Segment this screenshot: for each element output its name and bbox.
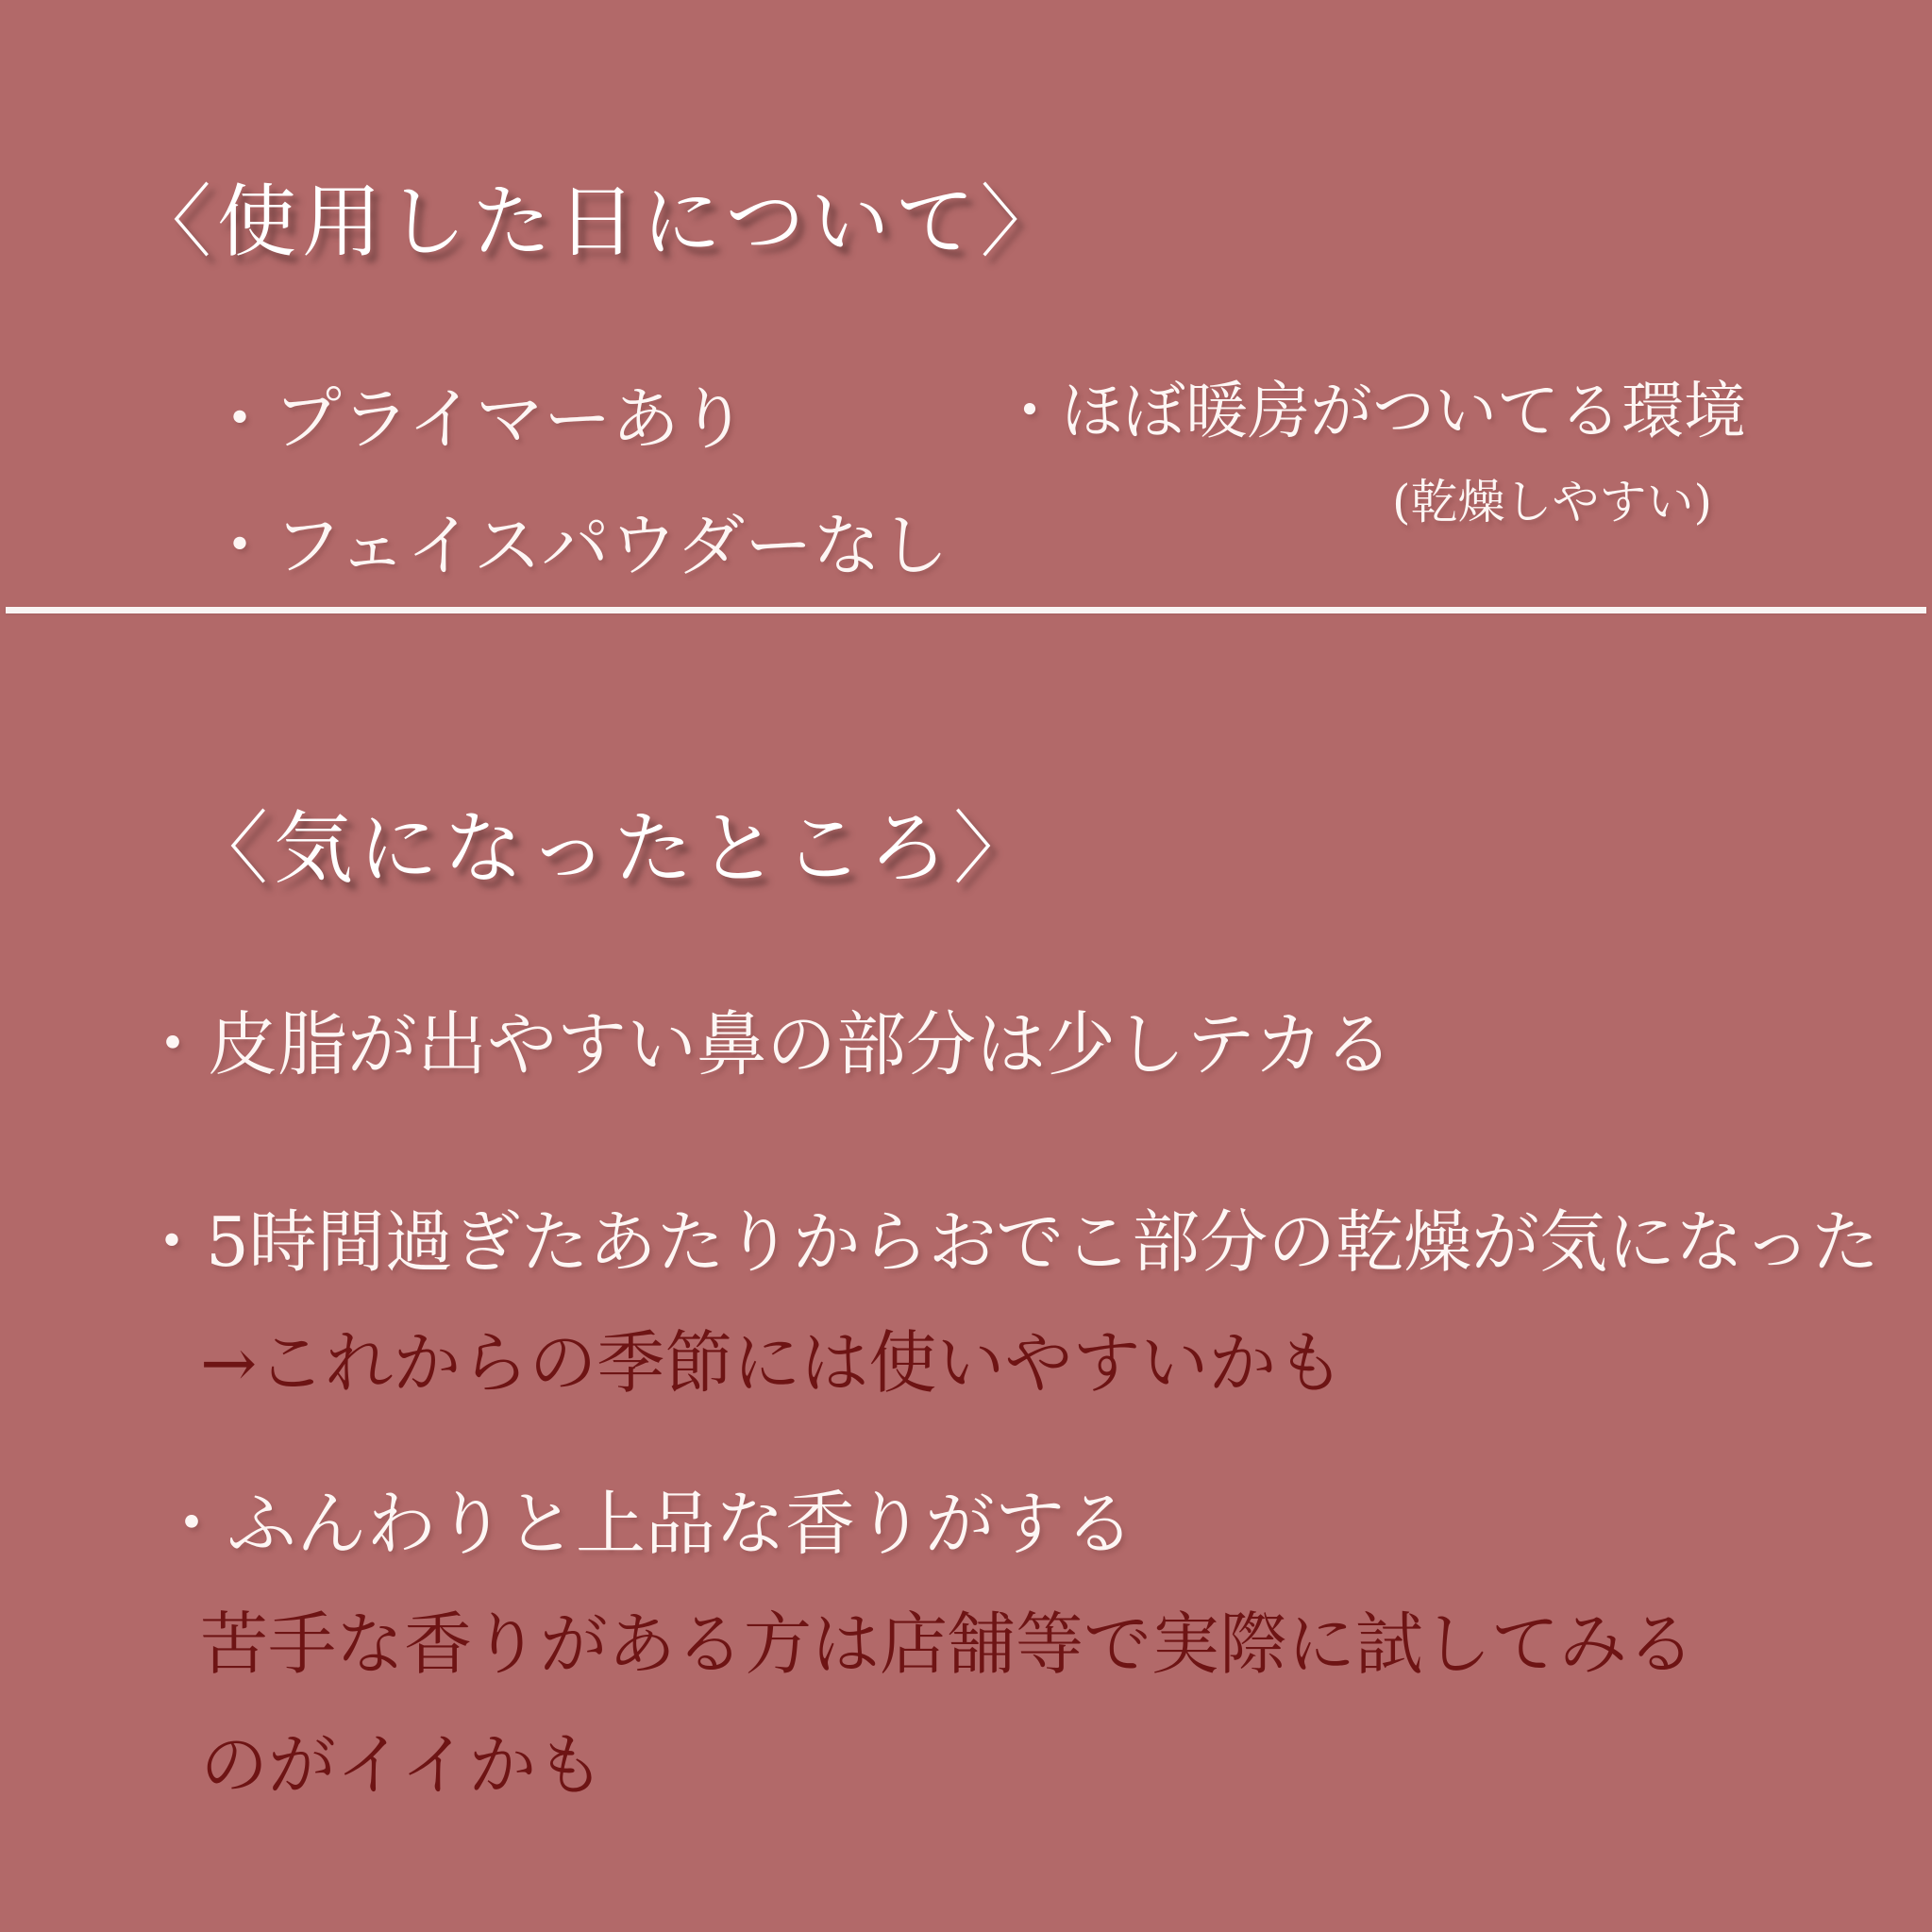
concern-note-scent-line1: 苦手な香りがある方は店舗等で実際に試してみる (200, 1604, 1696, 1684)
divider-line (6, 607, 1926, 613)
concern-bullet-elegant-scent: ・ふんわりと上品な香りがする (157, 1484, 1134, 1565)
usage-bullet-face-powder: ・フェイスパウダーなし (206, 506, 949, 585)
usage-bullet-primer: ・プライマーあり (206, 379, 748, 459)
usage-bullet-heating-environment: ・ほぼ暖房がついてる環境 (999, 375, 1746, 447)
concern-bullet-forehead-dryness: ・5時間過ぎたあたりからおでこ部分の乾燥が気になった (138, 1202, 1880, 1282)
concerns-section-heading: 〈気になったところ〉 (189, 802, 1039, 895)
concern-note-scent-line2: のがイイかも (200, 1725, 605, 1805)
usage-note-dries-easily: (乾燥しやすい) (1392, 475, 1713, 529)
usage-section-heading: 〈使用した日について〉 (132, 176, 1066, 268)
concern-bullet-sebum-shine: ・皮脂が出やすい鼻の部分は少しテカる (138, 1004, 1394, 1085)
concern-note-season: →これからの季節には使いやすいかも (200, 1323, 1345, 1403)
